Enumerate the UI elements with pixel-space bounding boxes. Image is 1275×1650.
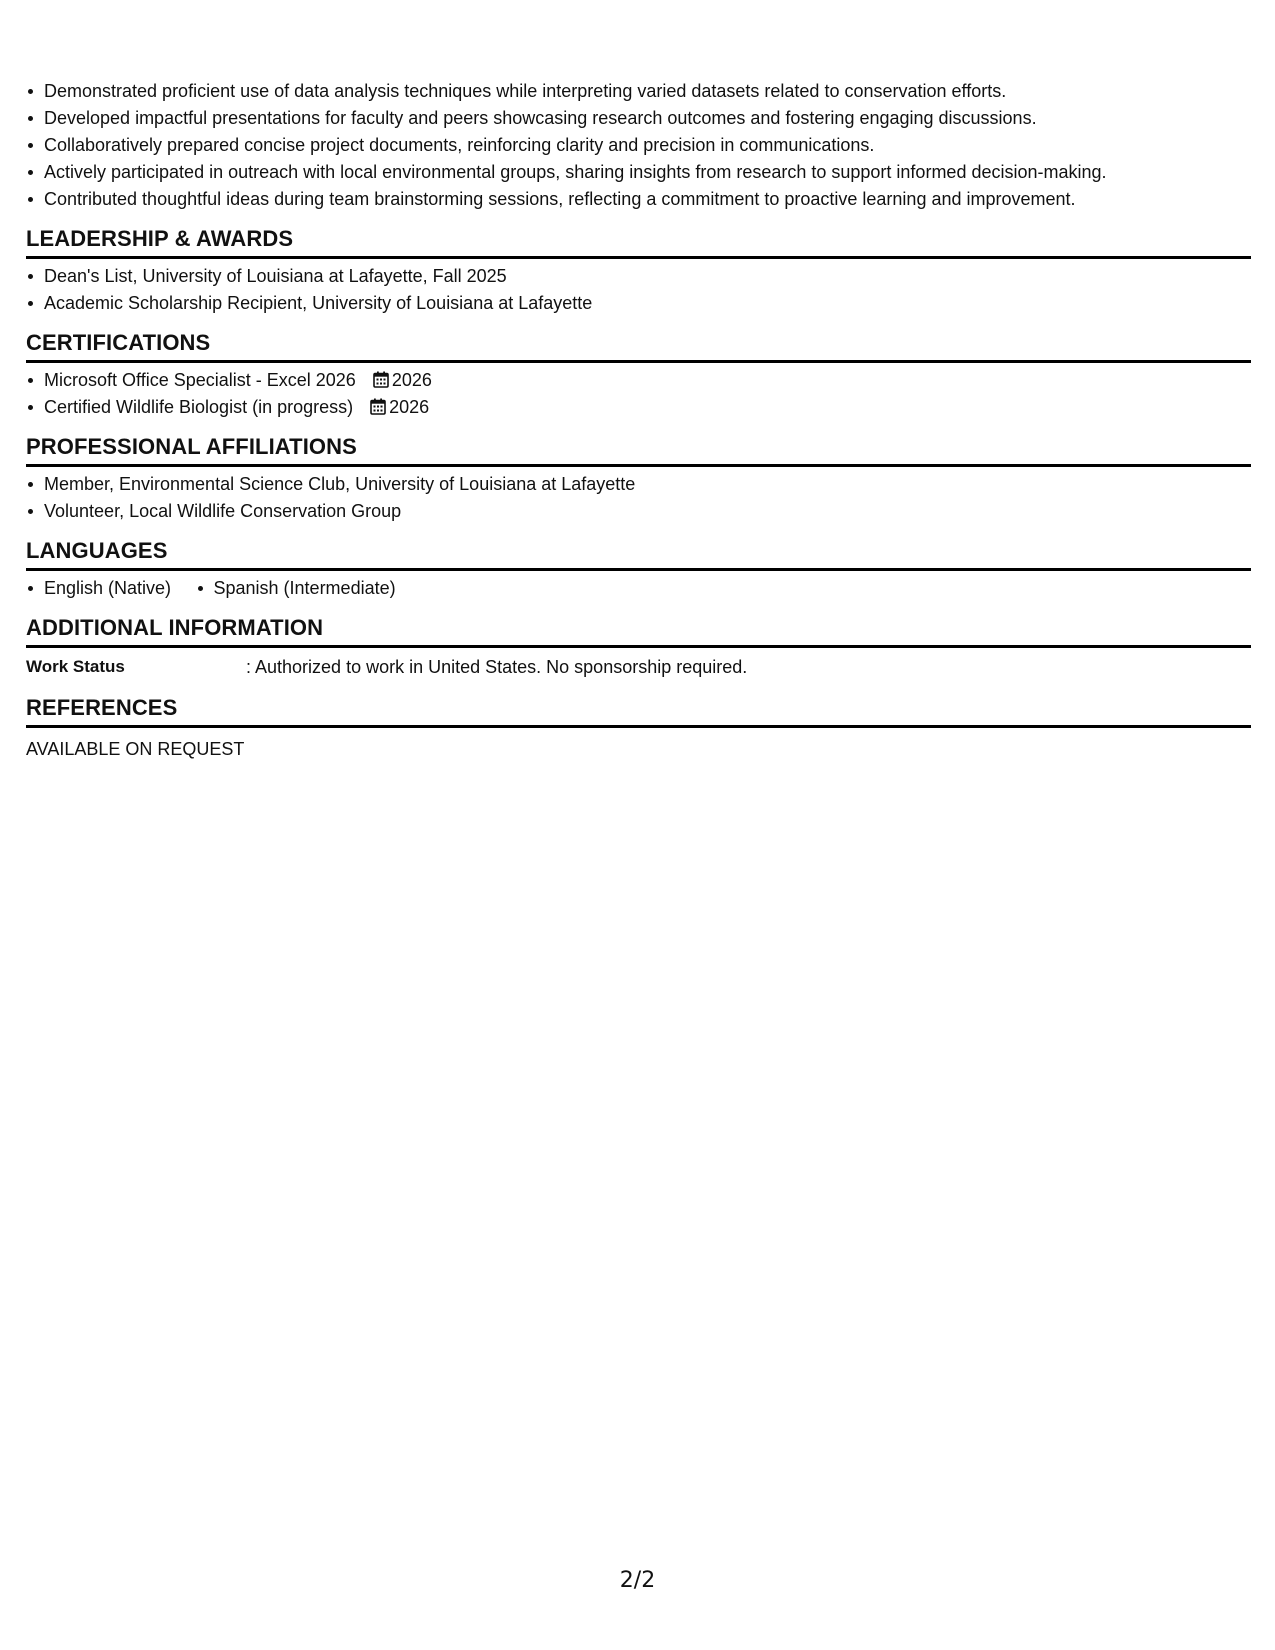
section-heading: PROFESSIONAL AFFILIATIONS	[26, 433, 1251, 467]
languages-list	[26, 575, 1251, 602]
work-status-label: Work Status	[26, 657, 125, 676]
section-heading: LEADERSHIP & AWARDS	[26, 225, 1251, 259]
certification-name: Certified Wildlife Biologist (in progress)	[44, 397, 354, 417]
list-item: Volunteer, Local Wildlife Conservation Group	[26, 498, 1251, 525]
list-item: Spanish (Intermediate)	[196, 575, 396, 602]
page-number: 2/2	[619, 1568, 656, 1593]
references-text: AVAILABLE ON REQUEST	[26, 739, 245, 759]
resume-page	[26, 78, 1251, 766]
list-item: Collaboratively prepared concise project documents, reinforcing clarity and precision in communications.	[26, 132, 1251, 159]
list-item: Academic Scholarship Recipient, University of Louisiana at Lafayette	[26, 290, 1251, 317]
calendar-icon	[373, 371, 389, 388]
list-item	[26, 367, 1251, 394]
list-item: English (Native)	[26, 575, 171, 602]
additional-info-section	[26, 614, 1251, 682]
list-item: Contributed thoughtful ideas during team brainstorming sessions, reflecting a commitment to proactive learning and improvement.	[26, 186, 1251, 213]
list-item: Member, Environmental Science Club, University of Louisiana at Lafayette	[26, 471, 1251, 498]
section-heading: CERTIFICATIONS	[26, 329, 1251, 363]
leadership-list	[26, 263, 1251, 317]
affiliations-section	[26, 433, 1251, 525]
experience-bullet-list	[26, 78, 1251, 213]
list-item: Developed impactful presentations for faculty and peers showcasing research outcomes and fostering engaging discussions.	[26, 105, 1251, 132]
certification-year: 2026	[391, 370, 432, 390]
section-heading: REFERENCES	[26, 694, 1251, 728]
references-section	[26, 694, 1251, 766]
work-status-row	[26, 652, 1251, 682]
list-item	[26, 394, 1251, 421]
leadership-section	[26, 225, 1251, 317]
work-status-value: : Authorized to work in United States. No sponsorship required.	[246, 657, 748, 677]
affiliations-list	[26, 471, 1251, 525]
list-item: Demonstrated proficient use of data analysis techniques while interpreting varied datasets related to conservation efforts.	[26, 78, 1251, 105]
list-item: Actively participated in outreach with local environmental groups, sharing insights from research to support informed decision-making.	[26, 159, 1251, 186]
section-heading: ADDITIONAL INFORMATION	[26, 614, 1251, 648]
certifications-list	[26, 367, 1251, 421]
certification-year: 2026	[389, 397, 430, 417]
languages-section	[26, 537, 1251, 602]
section-heading: LANGUAGES	[26, 537, 1251, 571]
certification-name: Microsoft Office Specialist - Excel 2026	[44, 370, 356, 390]
list-item: Dean's List, University of Louisiana at Lafayette, Fall 2025	[26, 263, 1251, 290]
certifications-section	[26, 329, 1251, 421]
calendar-icon	[370, 398, 386, 415]
